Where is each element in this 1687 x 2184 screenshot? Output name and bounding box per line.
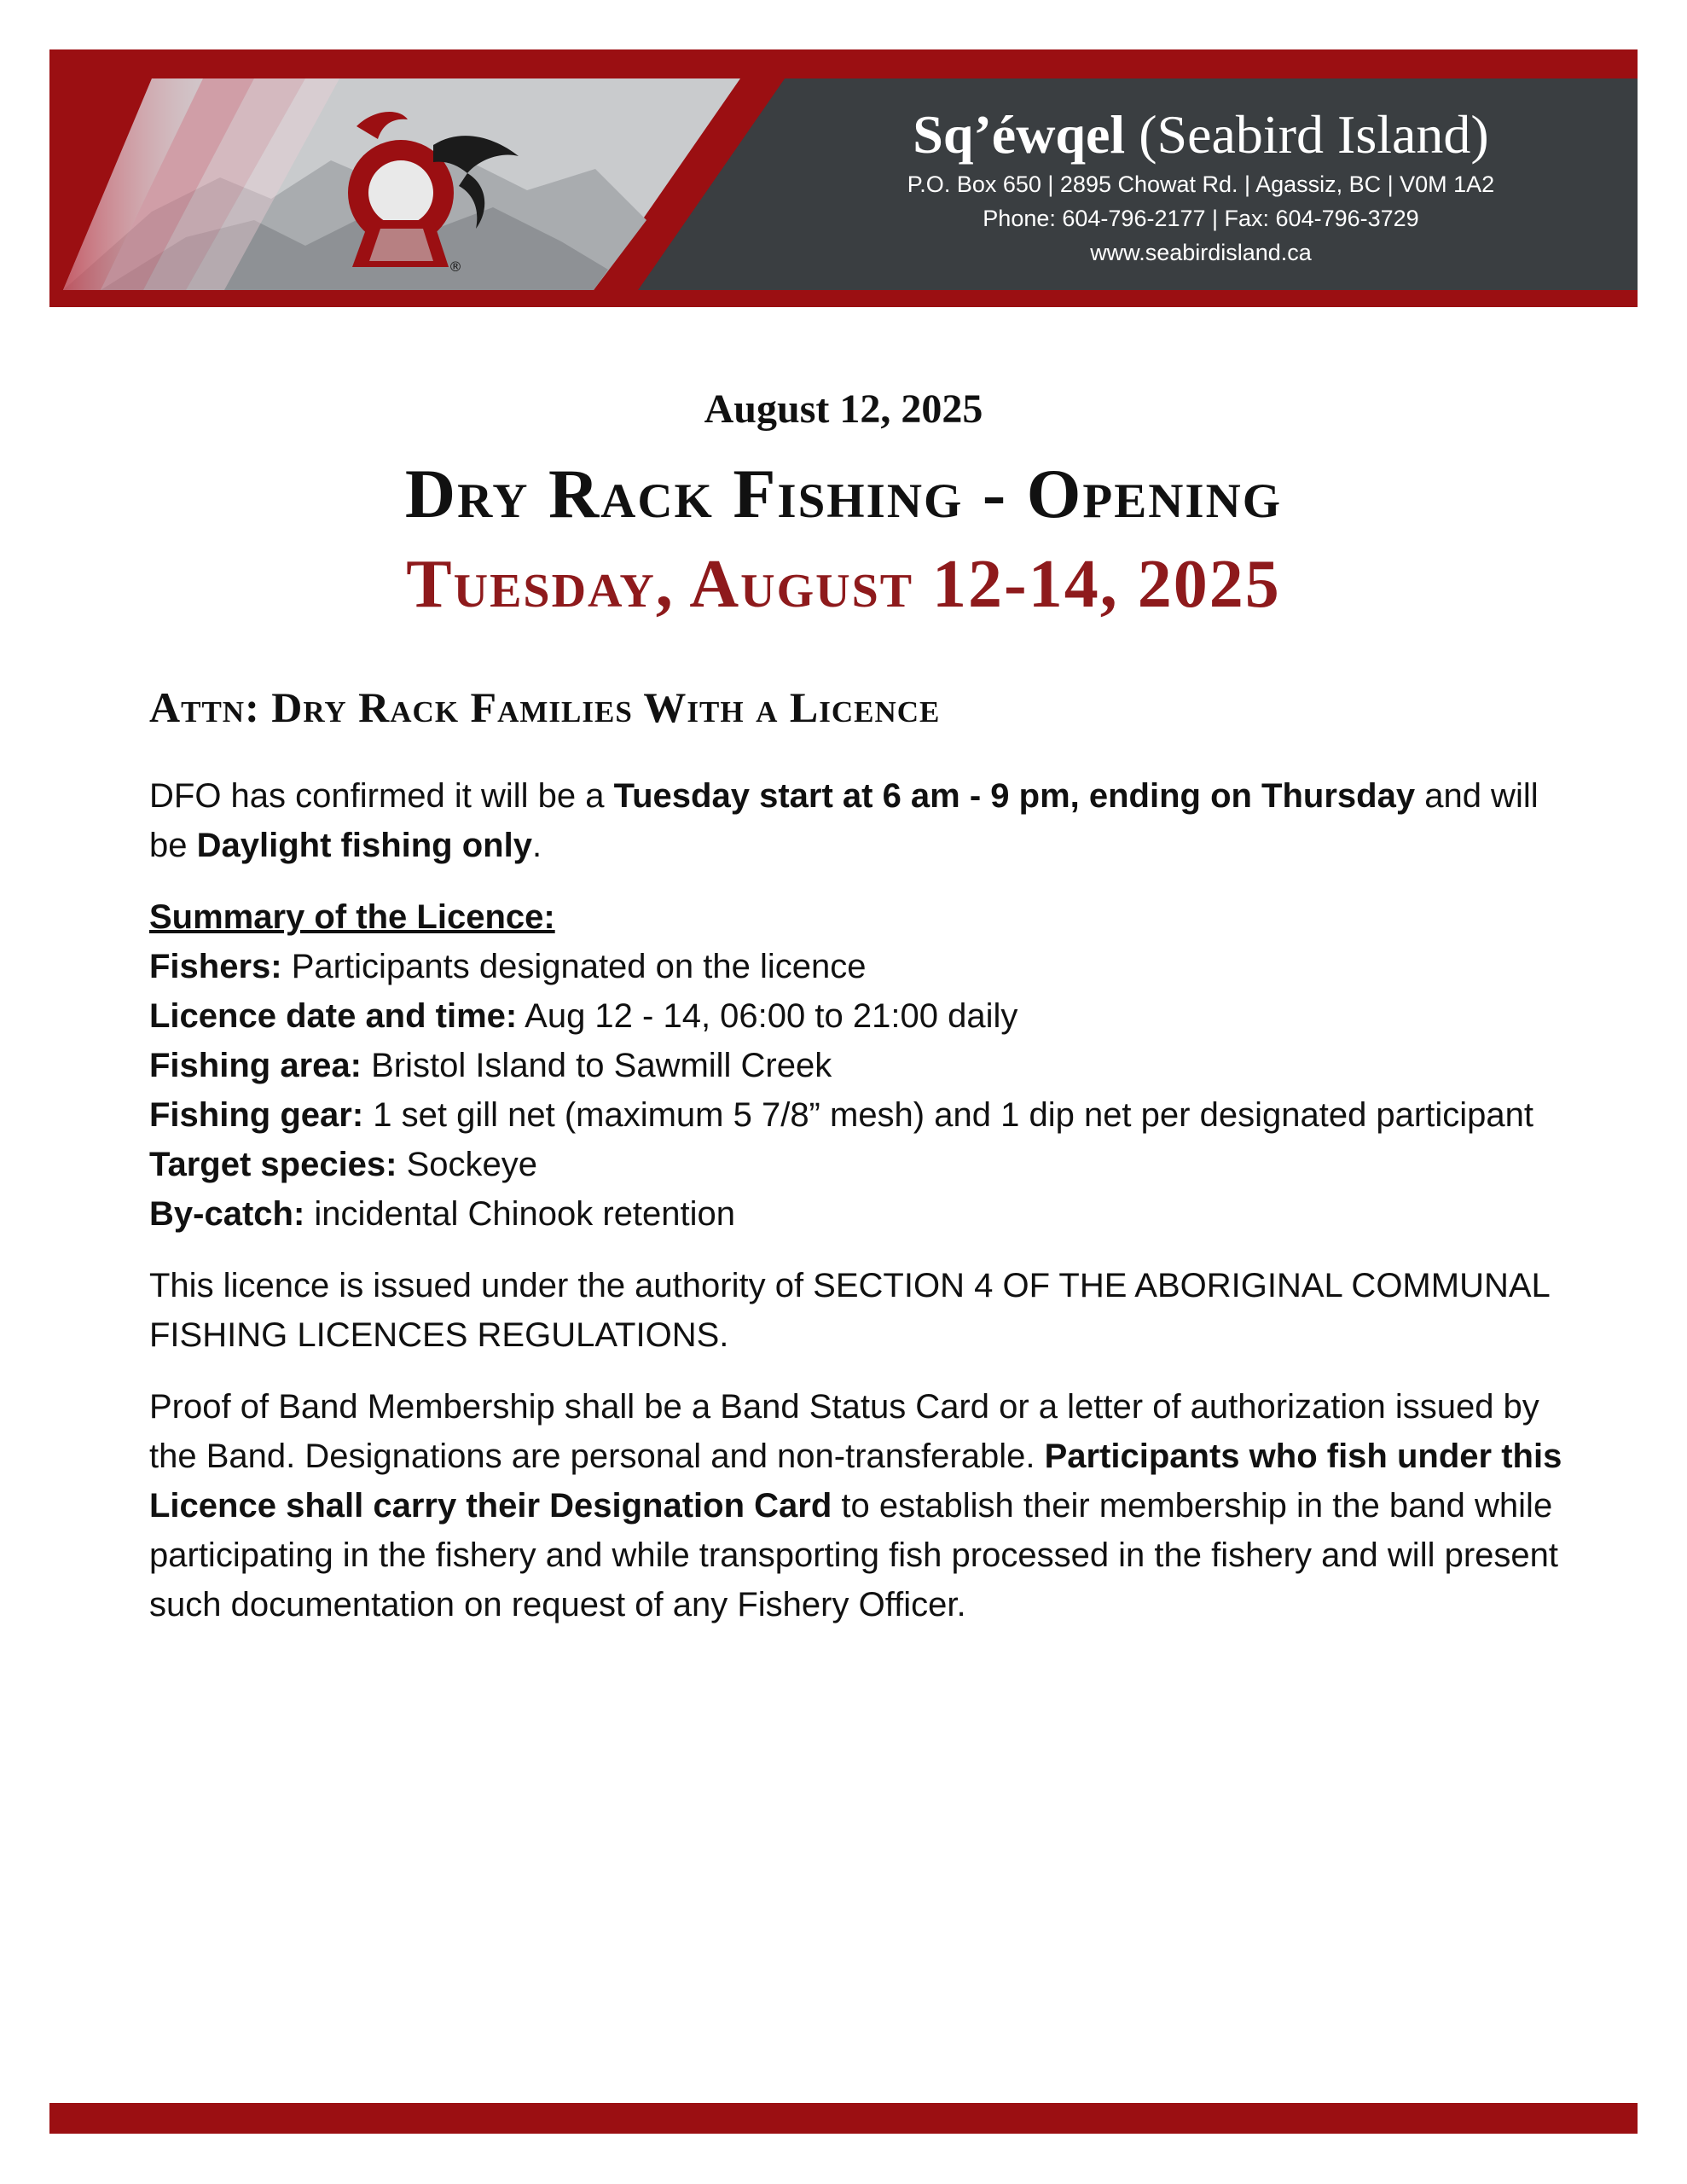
species-label: Target species: <box>149 1146 397 1183</box>
intro-paragraph <box>149 771 1565 870</box>
summary-area <box>149 1041 1565 1090</box>
summary-heading: Summary of the Licence: <box>149 898 555 936</box>
notice-date: August 12, 2025 <box>704 386 983 432</box>
intro-bold-1: Tuesday start at 6 am - 9 pm, ending on Thursday <box>613 777 1416 815</box>
intro-text-3: . <box>531 827 542 864</box>
proof-paragraph <box>149 1382 1565 1629</box>
fishers-value: Participants designated on the licence <box>281 948 867 985</box>
fishers-label: Fishers: <box>149 948 282 985</box>
datetime-label: Licence date and time: <box>149 997 518 1035</box>
organization-name <box>817 102 1585 167</box>
svg-text:®: ® <box>449 258 462 275</box>
intro-bold-2: Daylight fishing only <box>196 827 532 864</box>
summary-gear <box>149 1090 1565 1140</box>
attention-heading: Attn: Dry Rack Families With a Licence <box>149 683 941 731</box>
licence-summary <box>149 892 1565 1239</box>
proof-text-1: Proof of Band Membership shall be a Band Status Card or a letter of authorization issued by the Band. Designations are personal and non-transferable. <box>149 1388 1539 1475</box>
intro-text-1: DFO has confirmed it will be a <box>149 777 614 815</box>
notice-body <box>149 682 1565 1652</box>
phone-fax: Phone: 604-796-2177 | Fax: 604-796-3729 <box>983 206 1419 231</box>
notice-title: Dry Rack Fishing - Opening <box>404 455 1283 532</box>
summary-species <box>149 1140 1565 1189</box>
gear-label: Fishing gear: <box>149 1096 374 1134</box>
summary-bycatch <box>149 1189 1565 1239</box>
area-label: Fishing area: <box>149 1047 362 1084</box>
bycatch-value: incidental Chinook retention <box>304 1195 736 1233</box>
seabird-island-logo-icon <box>305 92 527 288</box>
organization-info <box>817 102 1585 270</box>
website-link[interactable]: www.seabirdisland.ca <box>1090 240 1312 265</box>
proof-bold-1: Participants who fish under this Licence shall carry their Designation Card <box>149 1438 1562 1525</box>
bycatch-label: By-catch: <box>149 1195 305 1233</box>
intro-text-2: and will be <box>149 777 1539 864</box>
organization-name-rest: (Seabird Island) <box>1125 104 1489 165</box>
mailing-address: P.O. Box 650 | 2895 Chowat Rd. | Agassiz, BC | V0M 1A2 <box>907 171 1495 197</box>
datetime-value: Aug 12 - 14, 06:00 to 21:00 daily <box>517 997 1018 1035</box>
gear-value: 1 set gill net (maximum 5 7/8” mesh) and 1 dip net per designated participant <box>373 1096 1533 1134</box>
letterhead-banner <box>49 49 1638 307</box>
proof-text-2: to establish their membership in the band while participating in the fishery and while transporting fish processed in the fishery and will present such documentation on request of any Fishery Officer. <box>149 1487 1558 1623</box>
summary-fishers <box>149 942 1565 991</box>
footer-bar <box>49 2103 1638 2134</box>
summary-datetime <box>149 991 1565 1041</box>
species-value: Sockeye <box>397 1146 538 1183</box>
authority-paragraph: This licence is issued under the authority of SECTION 4 OF THE ABORIGINAL COMMUNAL FISHING LICENCES REGULATIONS. <box>149 1267 1550 1354</box>
area-value: Bristol Island to Sawmill Creek <box>361 1047 832 1084</box>
notice-subtitle: Tuesday, August 12-14, 2025 <box>406 547 1281 622</box>
organization-name-bold: Sq’éwqel <box>913 104 1126 165</box>
